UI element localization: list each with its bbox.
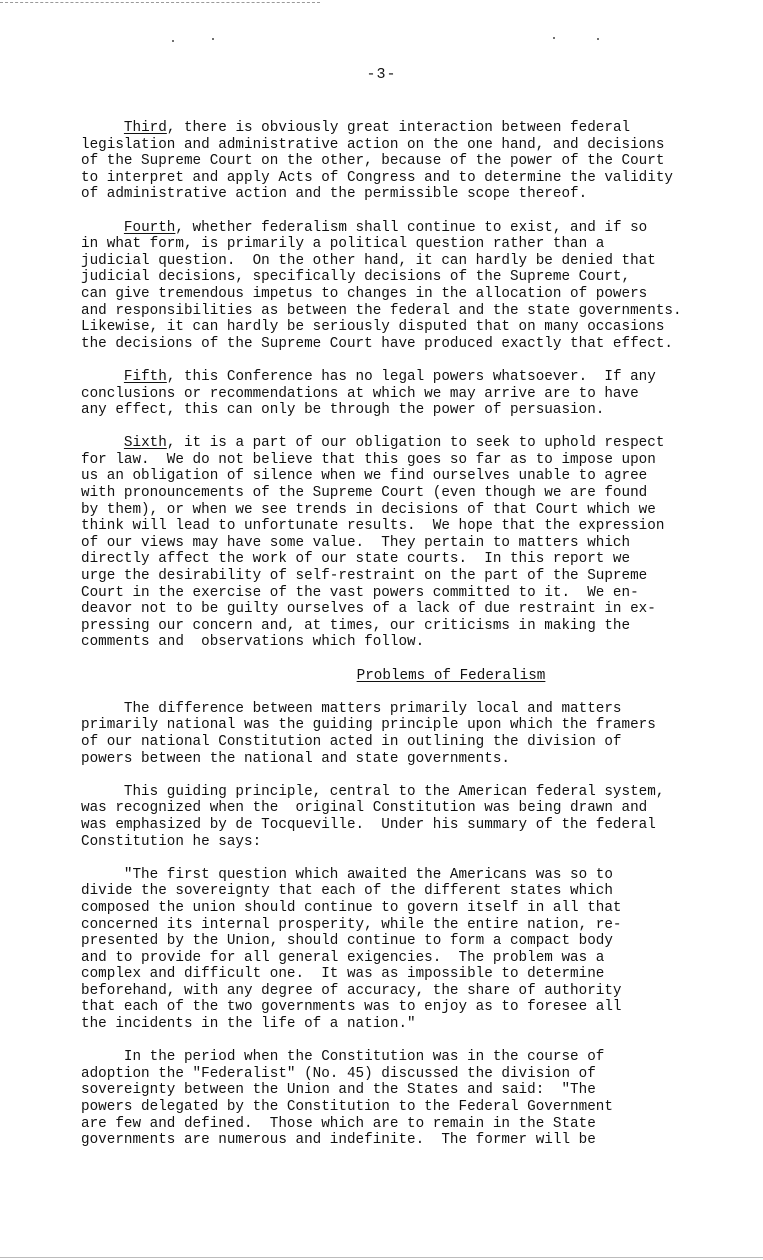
indent xyxy=(81,120,124,136)
text-line: composed the union should continue to govern itself in all that xyxy=(81,899,622,916)
text-line: divide the sovereignty that each of the different states which xyxy=(81,883,613,900)
text-line: was recognized when the original Constitution was being drawn and xyxy=(81,800,648,817)
paragraph xyxy=(81,120,721,203)
text-line xyxy=(81,120,721,137)
scan-speck xyxy=(172,40,174,42)
text-line: the decisions of the Supreme Court have produced exactly that effect. xyxy=(81,335,673,352)
scan-speck xyxy=(597,38,599,40)
text-line: judicial decisions, specifically decisions of the Supreme Court, xyxy=(81,269,631,286)
text-line: sovereignty between the Union and the States and said: "The xyxy=(81,1082,596,1099)
page-number: -3- xyxy=(366,66,397,83)
text-line: pressing our concern and, at times, our criticisms in making the xyxy=(81,617,631,634)
text-line: for law. We do not believe that this goes so far as to impose upon xyxy=(81,451,656,468)
text-line: and responsibilities as between the federal and the state governments. xyxy=(81,302,682,319)
line-rest: , there is obviously great interaction between federal xyxy=(166,120,631,136)
scan-speck xyxy=(553,37,555,39)
text-line: deavor not to be guilty ourselves of a lack of due restraint in ex- xyxy=(81,601,656,618)
text-line: conclusions or recommendations at which we may arrive are to have xyxy=(81,385,639,402)
paragraph-lead-word: Fourth xyxy=(123,219,176,236)
text-line: complex and difficult one. It was as impossible to determine xyxy=(81,966,605,983)
text-line: comments and observations which follow. xyxy=(81,634,425,651)
text-line: "The first question which awaited the Americans was so to xyxy=(81,866,613,883)
text-line: think will lead to unfortunate results. We hope that the expression xyxy=(81,518,665,535)
text-line xyxy=(81,435,721,452)
text-line: of our views may have some value. They pertain to matters which xyxy=(81,534,631,551)
line-rest: , whether federalism shall continue to exist, and if so xyxy=(175,219,648,236)
text-line: In the period when the Constitution was in the course of xyxy=(81,1049,605,1066)
line-rest: , it is a part of our obligation to seek to uphold respect xyxy=(166,435,665,452)
text-line: directly affect the work of our state courts. In this report we xyxy=(81,551,631,568)
paragraph xyxy=(81,867,721,1033)
text-line: of the Supreme Court on the other, because of the power of the Court xyxy=(81,153,665,170)
text-line xyxy=(81,220,721,237)
top-edge-dash xyxy=(0,2,320,3)
text-line: to interpret and apply Acts of Congress and to determine the validity xyxy=(81,169,673,186)
text-line: primarily national was the guiding principle upon which the framers xyxy=(81,717,656,734)
text-line: The difference between matters primarily local and matters xyxy=(81,700,622,717)
text-line: was emphasized by de Tocqueville. Under his summary of the federal xyxy=(81,816,656,833)
text-line: that each of the two governments was to enjoy as to foresee all xyxy=(81,999,622,1016)
text-line: Court in the exercise of the vast powers committed to it. We en- xyxy=(81,584,639,601)
document-body xyxy=(81,120,721,1165)
text-line: with pronouncements of the Supreme Court (even though we are found xyxy=(81,485,648,502)
text-line: urge the desirability of self-restraint on the part of the Supreme xyxy=(81,568,648,585)
text-line: beforehand, with any degree of accuracy, the share of authority xyxy=(81,982,622,999)
text-line: of our national Constitution acted in outlining the division of xyxy=(81,733,622,750)
indent xyxy=(81,369,124,385)
section-heading: Problems of Federalism xyxy=(356,667,546,684)
line-rest: , this Conference has no legal powers whatsoever. If any xyxy=(166,368,656,385)
text-line: Constitution he says: xyxy=(81,833,262,850)
paragraph-lead-word: Third xyxy=(123,120,167,136)
text-line: of administrative action and the permissible scope thereof. xyxy=(81,186,588,203)
scan-speck xyxy=(212,38,214,40)
text-line: judicial question. On the other hand, it can hardly be denied that xyxy=(81,252,656,269)
indent xyxy=(81,220,124,236)
paragraph xyxy=(81,369,721,419)
paragraph-lead-word: Fifth xyxy=(123,368,167,385)
text-line: presented by the Union, should continue to form a compact body xyxy=(81,933,613,950)
text-line: legislation and administrative action on the one hand, and decisions xyxy=(81,136,665,153)
text-line: governments are numerous and indefinite. The former will be xyxy=(81,1132,596,1149)
text-line: the incidents in the life of a nation." xyxy=(81,1016,416,1033)
text-line: concerned its internal prosperity, while the entire nation, re- xyxy=(81,916,622,933)
paragraph xyxy=(81,435,721,651)
text-line: can give tremendous impetus to changes in the allocation of powers xyxy=(81,285,648,302)
text-line: are few and defined. Those which are to remain in the State xyxy=(81,1115,596,1132)
text-line: adoption the "Federalist" (No. 45) discussed the division of xyxy=(81,1065,596,1082)
paragraph xyxy=(81,701,721,767)
bottom-edge-rule xyxy=(0,1257,763,1258)
text-line: This guiding principle, central to the American federal system, xyxy=(81,783,665,800)
text-line: us an obligation of silence when we find ourselves unable to agree xyxy=(81,468,648,485)
text-line: and to provide for all general exigencies. The problem was a xyxy=(81,949,605,966)
text-line: powers between the national and state governments. xyxy=(81,750,510,767)
indent xyxy=(81,435,124,451)
text-line xyxy=(81,369,721,386)
text-line: Likewise, it can hardly be seriously disputed that on many occasions xyxy=(81,319,665,336)
paragraph xyxy=(81,1049,721,1149)
text-line: by them), or when we see trends in decisions of that Court which we xyxy=(81,501,656,518)
paragraph-lead-word: Sixth xyxy=(123,435,167,452)
text-line: in what form, is primarily a political question rather than a xyxy=(81,236,605,253)
paragraph xyxy=(81,220,721,353)
text-line: any effect, this can only be through the power of persuasion. xyxy=(81,402,605,419)
paragraph xyxy=(81,784,721,850)
text-line: powers delegated by the Constitution to the Federal Government xyxy=(81,1099,613,1116)
